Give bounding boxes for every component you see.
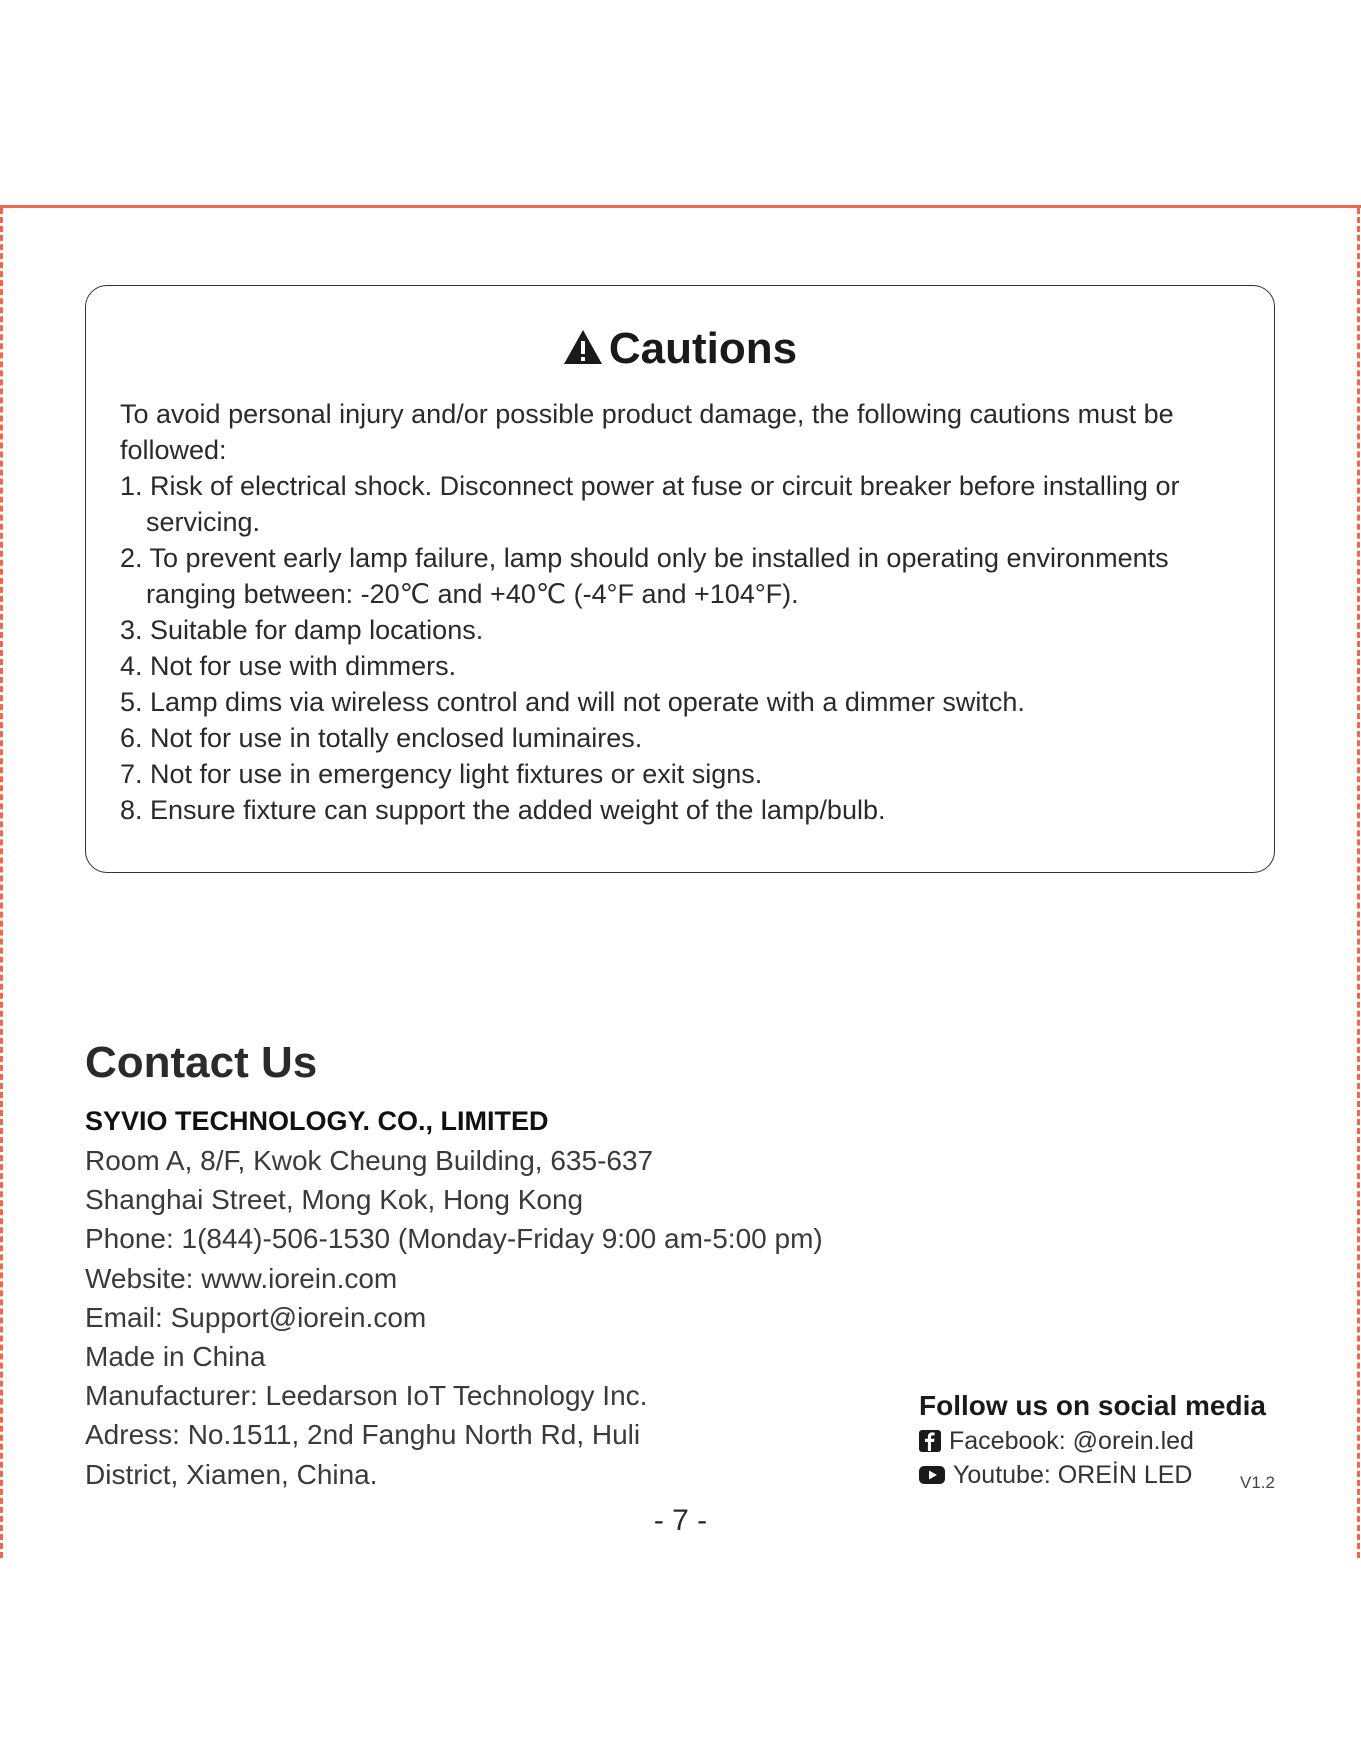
company-name: SYVIO TECHNOLOGY. CO., LIMITED — [85, 1106, 549, 1136]
trim-line-top — [0, 205, 1361, 208]
caution-item: 6. Not for use in totally enclosed luminaires. — [120, 723, 643, 753]
trim-line-right — [1357, 208, 1360, 1558]
address-line-2: Shanghai Street, Mong Kok, Hong Kong — [85, 1184, 584, 1216]
website-line: Website: www.iorein.com — [85, 1262, 398, 1294]
address-line-1: Room A, 8/F, Kwok Cheung Building, 635-637 — [85, 1145, 654, 1176]
cautions-title: Cautions — [608, 324, 798, 373]
caution-item: 2. To prevent early lamp failure, lamp should only be installed in operating environments ranging between: -20℃ and +40℃ (-4°F and +104°F). — [120, 543, 1169, 609]
trim-line-left — [0, 208, 3, 1558]
cautions-list — [120, 468, 1244, 828]
caution-item: 1. Risk of electrical shock. Disconnect power at fuse or circuit breaker before installing or servicing. — [120, 471, 1180, 537]
manufacturer-address-line-2: District, Xiamen, China. — [85, 1458, 378, 1490]
youtube-row — [919, 1458, 1279, 1492]
caution-item: 3. Suitable for damp locations. — [120, 615, 484, 645]
youtube-icon — [919, 1465, 945, 1485]
youtube-channel: Youtube: OREİN LED — [953, 1461, 1193, 1489]
caution-item: 4. Not for use with dimmers. — [120, 651, 457, 681]
page-number: - 7 - — [653, 1504, 708, 1537]
cautions-intro: To avoid personal injury and/or possible product damage, the following cautions must be followed: — [120, 399, 1174, 465]
caution-item: 7. Not for use in emergency light fixtures or exit signs. — [120, 759, 763, 789]
version-label: V1.2 — [1240, 1473, 1275, 1492]
facebook-icon — [919, 1430, 941, 1452]
phone-line: Phone: 1(844)-506-1530 (Monday-Friday 9:00 am-5:00 pm) — [85, 1223, 823, 1255]
manufacturer-line: Manufacturer: Leedarson IoT Technology Inc. — [85, 1380, 648, 1412]
cautions-heading — [86, 324, 1274, 374]
warning-icon — [563, 329, 603, 365]
email-line: Email: Support@iorein.com — [85, 1301, 427, 1333]
social-media-block — [919, 1388, 1279, 1492]
cautions-box — [85, 285, 1275, 873]
social-heading: Follow us on social media — [919, 1390, 1266, 1421]
manufacturer-address-line-1: Adress: No.1511, 2nd Fanghu North Rd, Huli — [85, 1419, 641, 1451]
facebook-row — [919, 1424, 1279, 1458]
origin-line: Made in China — [85, 1341, 266, 1373]
facebook-handle: Facebook: @orein.led — [949, 1427, 1194, 1455]
contact-details — [85, 1141, 823, 1494]
caution-item: 5. Lamp dims via wireless control and will not operate with a dimmer switch. — [120, 687, 1025, 717]
contact-heading: Contact Us — [85, 1038, 318, 1087]
caution-item: 8. Ensure fixture can support the added weight of the lamp/bulb. — [120, 795, 886, 825]
